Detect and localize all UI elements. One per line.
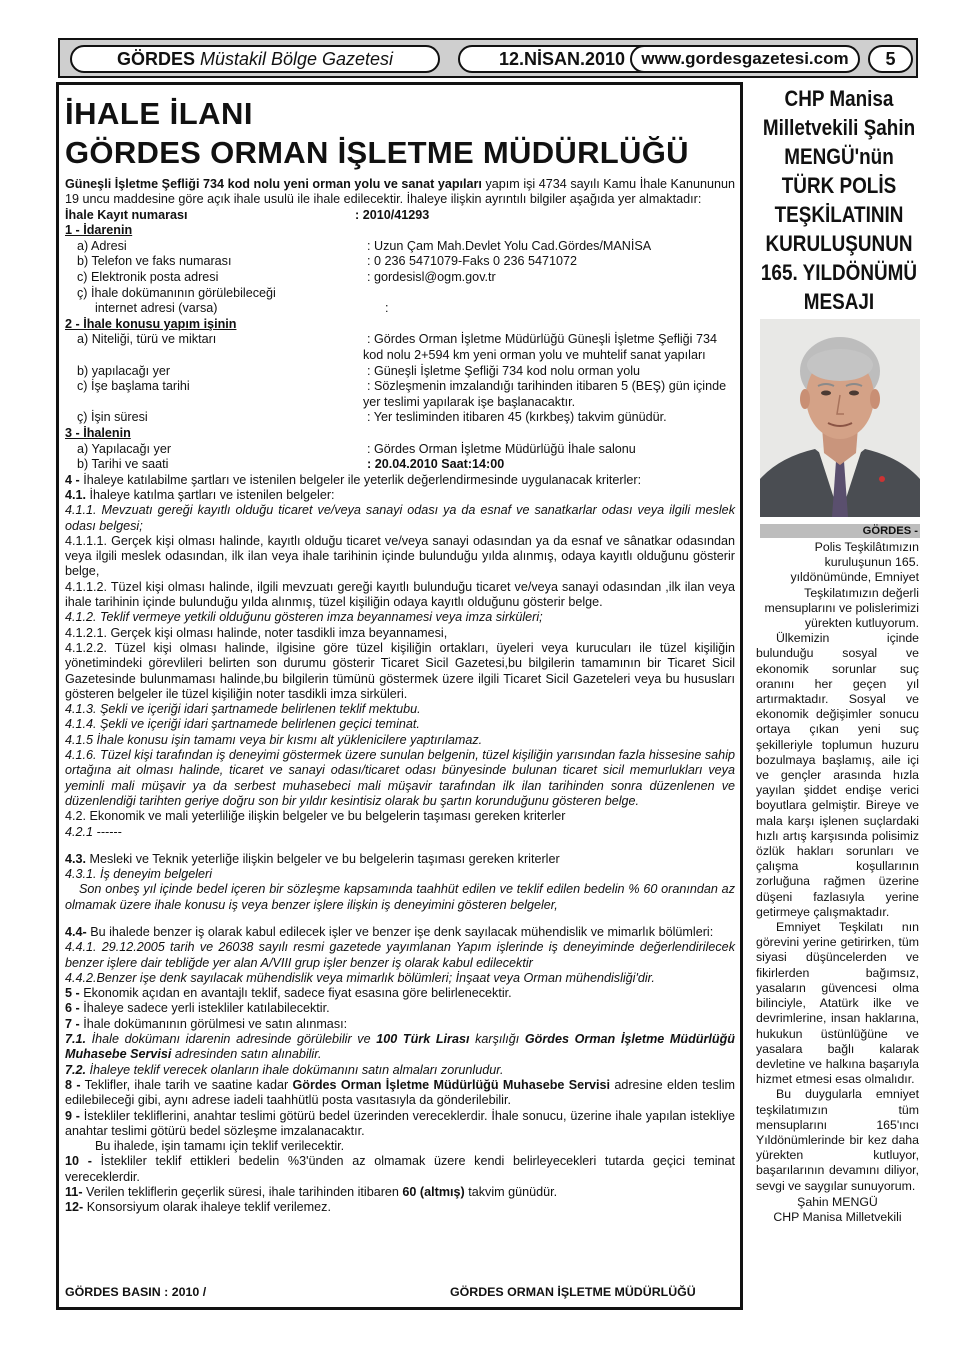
article-paragraph: Ülkemizin içinde bulunduğu sosyal ve ekonomik sorunlar suç oranını her geçen yıl artırmaktadır. Sosyal ve ekonomik değişimler sonucu ortaya çıkan yeni suç şekilleriyle toplumun huzuru bozulmaya başlamış, aile içi ve gençler arasında hızla yayılan şiddet endişe verici boyutlara gelmiştir. Bireye ve mala karşı işlenen suçlardaki hızlı artış karşısında polisimiz özlük hakları sorunları ve çalışma koşullarının zorluğuna rağmen üzerine düşeni fazlasıyla yerine getirmeye çalışmaktadır. — [756, 631, 919, 919]
info-row: a) Yapılacağı yer : Gördes Orman İşletme Müdürlüğü İhale salonu — [77, 441, 636, 456]
clause-4-1-2-1: 4.1.2.1. Gerçek kişi olması halinde, noter tasdikli imza beyannamesi, — [65, 625, 448, 640]
clause-4-1-6: 4.1.6. Tüzel kişi tarafından iş deneyimi göstermek üzere sunulan belgenin, tüzel kişiliğin yarısından fazla hissesine sahip ortağına ait olması halinde, ticaret ve sanayi odası/ticaret odası bünyesinde bulunan ticaret sicil memurlukları veya yeminli mali müşavir ya da serbest muhasebeci mali müşavir tarafından ilk ilan tarihinden sonra düzenlenen ve düzenlendiği tarihten geriye doğru son bir yıldır kesintisiz olarak bu şartın korunduğunu gösteren belge. — [65, 748, 735, 808]
email-address: : gordesisl@ogm.gov.tr — [367, 269, 496, 284]
clause-4-3-1: 4.3.1. İş deneyim belgeleri — [65, 867, 213, 882]
clause-6: 6 - İhaleye sadece yerli istekliler katılabilecektir. — [65, 1001, 330, 1016]
clause-4-1-1: 4.1.1. Mevzuatı gereği kayıtlı olduğu ticaret ve/veya sanayi odası ya da esnaf ve sanatkarlar odası veya ilgili meslek odası belgesi; — [65, 503, 735, 533]
info-row: c) İşe başlama tarihi : Sözleşmenin imzalandığı tarihinden itibaren 5 (BEŞ) gün içinde — [77, 379, 727, 394]
portrait-photo — [760, 319, 920, 517]
article-paragraph: Emniyet Teşkilatı nın görevini yerine getirirken, tüm siyasi düşüncelerden ve fikirlerden bağımsız, yasaların güvencesi olma bilinciyle, Atatürk ilke ve devrimlerine, insan haklarına, hukukun üstünlüğüne ve yasalara bağlı kalarak devletine ve halkına başarıyla hizmet etmesi esas olmalıdır. — [756, 920, 919, 1087]
paper-name: GÖRDES — [116, 49, 195, 69]
article-paragraph: Polis Teşkilâtımızın kuruluşunun 165. yıldönümünde, Emniyet Teşkilatımızın değerli mensuplarını ve polislerimizi yürekten kutluyorum. — [764, 540, 919, 631]
page-number: 5 — [868, 45, 913, 73]
paper-subtitle: Müstakil Bölge Gazetesi — [199, 49, 394, 69]
website-url[interactable]: www.gordesgazetesi.com — [630, 45, 860, 73]
info-row: yer teslimi yapılarak işe başlanacaktır. — [363, 394, 576, 409]
info-row: kod nolu 2+594 km yeni orman yolu ve muhtelif sanat yapıları — [363, 347, 706, 362]
clause-4-1: 4.1. İhaleye katılma şartları ve istenilen belgeler: — [65, 487, 335, 502]
info-row: a) Adresi : Uzun Çam Mah.Devlet Yolu Cad.Gördes/MANİSA — [77, 238, 652, 253]
section-1-title: 1 - İdarenin — [65, 223, 133, 238]
clause-9: 9 - İstekliler tekliflerini, anahtar teslimi götürü bedel üzerinden vereceklerdir. İhale sonucu, üzerine ihale yapılan istekliye anahtar teslimi götürü bedel sözleşme imzalanacaktır. — [65, 1108, 735, 1138]
clause-4: 4 - İhaleye katılabilme şartları ve istenilen belgeler ile yeterlik değerlendirmesinde uygulanacak kriterler: — [65, 472, 642, 487]
clause-4-1-1-2: 4.1.1.2. Tüzel kişi olması halinde, ilgili mevzuatı gereği kayıtlı bulunduğu ticaret ve/veya sanayi odasından ,ilk ilan veya ihale tarihinin içinde bulunduğu yılda alınmış, tüzel kişiliğin odaya kayıtlı olduğunu gösterir belge. — [65, 579, 735, 610]
clause-4-2: 4.2. Ekonomik ve mali yeterliliğe ilişkin belgeler ve bu belgelerin taşıması gereken kriterler — [65, 809, 566, 824]
tender-announcement — [56, 82, 743, 1310]
intro-rest: yapım işi 4734 sayılı Kamu İhale Kanununun 19 uncu maddesine göre açık ihale usulü ile ihale edilecektir. İhaleye ilişkin ayrıntılı bilgiler aşağıda yer almaktadır: — [65, 177, 735, 207]
paper-name-pill — [70, 45, 440, 73]
ad-subtitle: GÖRDES ORMAN İŞLETME MÜDÜRLÜĞÜ — [65, 135, 689, 170]
ad-intro — [65, 177, 735, 208]
info-row: ç) İhale dokümanının görülebileceği — [77, 285, 276, 300]
article-body — [756, 540, 919, 1225]
person-portrait-icon — [760, 319, 920, 517]
info-row: b) Telefon ve faks numarası : 0 236 5471079-Faks 0 236 5471072 — [77, 254, 578, 269]
signature-title: CHP Manisa Milletvekili — [773, 1209, 902, 1224]
clause-4-4-1: 4.4.1. 29.12.2005 tarih ve 26038 sayılı resmi gazetede yayımlanan Yapım işlerinde iş deneyiminde değerlendirilecek benzer işlere dair tebliğde yer alan A/VIII grup işler benzer iş olarak kabul edilecektir — [65, 940, 735, 970]
clause-4-1-2-2: 4.1.2.2. Tüzel kişi olması halinde, ilgisine göre tüzel kişiliğin ortakları, üyeleri veya kurucuları ile tüzel kişiliğin yönetimindeki görevlileri belirten son durumu gösterir Ticaret Sicil Gazetesi,bu bilgilerin tamamının bir Ticaret Sicil Gazetesinde bulunmaması halinde,bu bilgilerin tümünü göstermek üzere ilgili Ticaret Sicil Gazeteleri veya bu hususları gösteren belgeler ile tüzel kişiliğin noter tasdikli imza sirküleri. — [65, 640, 735, 701]
article-paragraph: Bu duygularla emniyet teşkilatımızın tüm mensuplarını 165'ıncı Yıldönümlerinde bir kez daha yürekten kutluyor, başarılarının devamını diliyor, sevgi ve saygılar sunuyorum. — [756, 1087, 919, 1193]
clause-4-1-2: 4.1.2. Teklif vermeye yetkili olduğunu gösteren imza beyannamesi veya imza sirküleri; — [65, 610, 543, 625]
press-code: GÖRDES BASIN : 2010 / — [65, 1285, 207, 1299]
signature-name: Şahin MENGÜ — [797, 1194, 878, 1209]
section-3-title: 3 - İhalenin — [65, 425, 131, 440]
clause-7: 7 - İhale dokümanının görülmesi ve satın alınması: — [65, 1016, 348, 1031]
clause-4-1-5: 4.1.5 İhale konusu işin tamamı veya bir kısmı alt yüklenicilere yaptırılamaz. — [65, 732, 483, 747]
clause-4-3: 4.3. Mesleki ve Teknik yeterliğe ilişkin belgeler ve bu belgelerin taşıması gereken kriterler — [65, 851, 560, 866]
info-row: ç) İşin süresi : Yer tesliminden itibaren 45 (kırkbeş) takvim günüdür. — [77, 410, 667, 425]
clause-4-1-1-1: 4.1.1.1. Gerçek kişi olması halinde, kayıtlı olduğu ticaret ve/veya sanayi odasından ya da esnaf ve sânatkar odasından veya ilgili meslek odasından, ilk ilan veya ihale tarihinin içinde bulunduğu yılda alınmış, odaya kayıtlı olduğunu gösterir belge, — [65, 533, 735, 579]
photo-caption: GÖRDES - — [760, 524, 920, 538]
clause-4-1-4: 4.1.4. Şekli ve içeriği idari şartnamede belirlenen geçici teminat. — [65, 717, 420, 732]
clause-9-note: Bu ihalede, işin tamamı için teklif verilecektir. — [95, 1139, 345, 1154]
info-row: b) Tarihi ve saati : 20.04.2010 Saat:14:00 — [77, 457, 505, 472]
clause-12: 12- Konsorsiyum olarak ihaleye teklif verilemez. — [65, 1200, 331, 1215]
clause-4-4-2: 4.4.2.Benzer işe denk sayılacak mühendislik veya mimarlık bölümleri; İnşaat veya Orman mühendisliği'dir. — [65, 970, 655, 985]
clause-4-1-3: 4.1.3. Şekli ve içeriği idari şartnamede belirlenen teklif mektubu. — [65, 702, 421, 717]
info-row: c) Elektronik posta adresi : gordesisl@ogm.gov.tr — [65, 270, 735, 286]
issue-date: 12.NİSAN.2010 — [458, 45, 666, 73]
clause-5: 5 - Ekonomik açıdan en avantajlı teklif, sadece fiyat esasına göre belirlenecektir. — [65, 986, 512, 1001]
info-row: internet adresi (varsa) : — [95, 301, 389, 316]
clause-4-2-1: 4.2.1 ------ — [65, 824, 122, 839]
clause-10: 10 - İstekliler teklif ettikleri bedelin %3'ünden az olmamak üzere kendi belirleyecekleri tutarda geçici teminat vereceklerdir. — [65, 1154, 735, 1184]
clause-11: 11- Verilen tekliflerin geçerlik süresi, ihale tarihinden itibaren 60 (altmış) takvim günüdür. — [65, 1185, 558, 1200]
clause-7-1: 7.1. İhale dokümanı idarenin adresinde görülebilir ve 100 Türk Lirası karşılığı Gördes Orman İşletme Müdürlüğü Muhasebe Servisi adresinden satın alınabilir. — [65, 1032, 735, 1062]
intro-bold: Güneşli İşletme Şefliği 734 kod nolu yeni orman yolu ve sanat yapıları — [65, 177, 482, 191]
ad-footer — [65, 1285, 735, 1303]
info-row: b) yapılacağı yer : Güneşli İşletme Şefliği 734 kod nolu orman yolu — [77, 363, 641, 378]
ad-title: İHALE İLANI — [65, 96, 254, 131]
clause-7-2: 7.2. İhaleye teklif verecek olanların ihale dokümanını satın almaları zorunludur. — [65, 1062, 504, 1077]
info-row: a) Niteliği, türü ve miktarı : Gördes Orman İşletme Müdürlüğü Güneşli İşletme Şefliği 734 — [77, 332, 717, 347]
clause-4-3-1-text: Son onbeş yıl içinde bedel içeren bir sözleşme kapsamında taahhüt edilen ve teklif edilen bedelin % 60 oranından az olmamak üzere ihale konusu iş veya benzer işlere ilişkin iş deneyimini gösteren belgeler, — [65, 882, 735, 912]
article-headline: CHP Manisa Milletvekili Şahin MENGÜ'nün TÜRK POLİS TEŞKİLATININ KURULUŞUNUN 165. YILDÖNÜMÜ MESAJI — [760, 86, 918, 314]
issuer-name: GÖRDES ORMAN İŞLETME MÜDÜRLÜĞÜ — [450, 1285, 696, 1299]
newspaper-header — [58, 38, 918, 78]
registration-row: İhale Kayıt numarası : 2010/41293 — [65, 207, 430, 222]
clause-4-4: 4.4- Bu ihalede benzer iş olarak kabul edilecek işler ve benzer işe denk sayılacak mühendislik ve mimarlık bölümleri: — [65, 925, 714, 939]
clause-8: 8 - Teklifler, ihale tarih ve saatine kadar Gördes Orman İşletme Müdürlüğü Muhasebe Servisi adresine elden teslim edilebileceği gibi, aynı adrese iadeli taahhütlü posta vasıtasıyla da gönderilebilir. — [65, 1077, 735, 1108]
section-2-title: 2 - İhale konusu yapım işinin — [65, 316, 237, 331]
article-signature — [756, 1195, 919, 1225]
side-article — [756, 84, 921, 1224]
